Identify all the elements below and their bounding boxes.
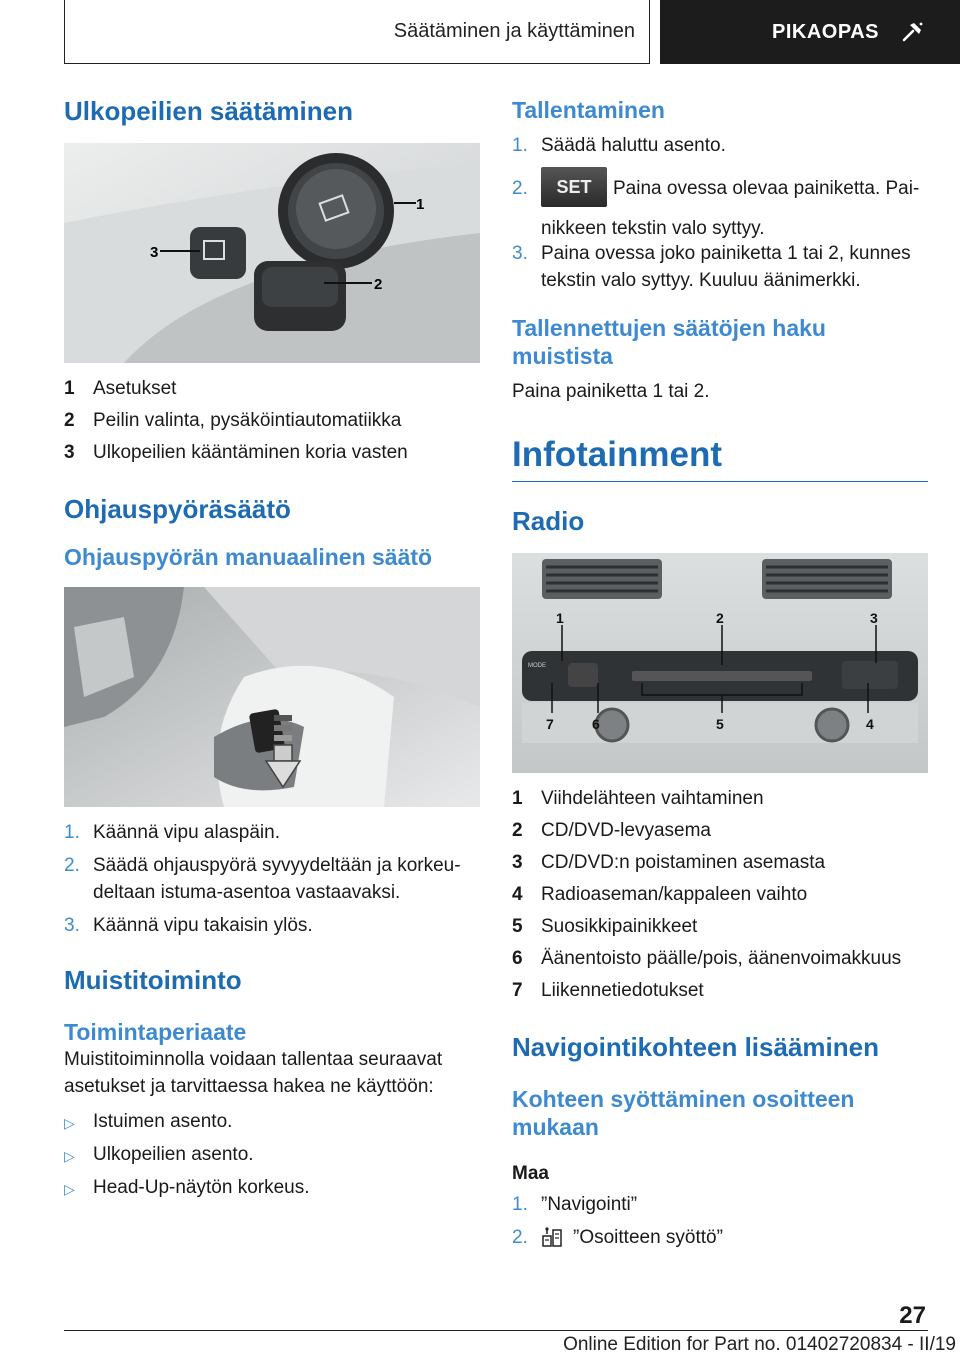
volume-knob bbox=[596, 709, 628, 741]
radio-fig-label-5: 5 bbox=[716, 716, 724, 732]
edition-footer: Online Edition for Part no. 01402720834 - II/19 bbox=[563, 1334, 956, 1355]
list-item: 5 Suosikkipainikkeet bbox=[512, 916, 698, 937]
saving-title: Tallentaminen bbox=[512, 97, 665, 123]
list-item: 1. ”Navigointi” bbox=[512, 1194, 638, 1215]
footer-divider bbox=[64, 1330, 928, 1331]
country-label: Maa bbox=[512, 1163, 549, 1184]
radio-fig-label-2: 2 bbox=[716, 610, 724, 626]
mode-button-text: MODE bbox=[528, 663, 546, 669]
air-vent-left bbox=[542, 559, 662, 599]
steering-subtitle: Ohjauspyörän manuaalinen säätö bbox=[64, 544, 433, 570]
list-item: 4 Radioaseman/kappaleen vaihto bbox=[512, 884, 808, 905]
memory-subtitle: Toimintaperiaate bbox=[64, 1019, 247, 1045]
list-item: 2 CD/DVD-levyasema bbox=[512, 820, 711, 841]
list-item: 3 Ulkopeilien kääntäminen koria vasten bbox=[64, 442, 408, 463]
infotainment-heading bbox=[512, 435, 928, 482]
list-item: 3 CD/DVD:n poistaminen asemasta bbox=[512, 852, 826, 873]
list-item: ▷ Head-Up-näytön korkeus. bbox=[64, 1174, 480, 1203]
mirrors-title: Ulkopeilien säätäminen bbox=[64, 96, 353, 126]
radio-fig-label-6: 6 bbox=[592, 716, 600, 732]
infotainment-title: Infotainment bbox=[512, 435, 722, 474]
bullet-triangle-icon: ▷ bbox=[64, 1148, 75, 1164]
mirror-legend-list bbox=[64, 375, 480, 466]
list-item: ▷ Istuimen asento. bbox=[64, 1108, 480, 1137]
header-section bbox=[64, 0, 650, 64]
mirror-fig-label-3: 3 bbox=[150, 244, 159, 261]
header-badge bbox=[660, 0, 960, 64]
mirror-fold-button bbox=[190, 227, 246, 279]
steering-title: Ohjauspyöräsäätö bbox=[64, 494, 291, 524]
radio-title: Radio bbox=[512, 506, 585, 536]
bullet-triangle-icon: ▷ bbox=[64, 1115, 75, 1131]
list-item: 2. Säädä ohjauspyörä syvyydeltään ja korkeu-deltaan istuma-asentoa vastaavaksi. bbox=[64, 855, 461, 903]
navigation-title: Navigointikohteen lisääminen bbox=[512, 1032, 879, 1062]
page-number: 27 bbox=[899, 1302, 926, 1329]
recall-title: Tallennettujen säätöjen haku muistista bbox=[512, 315, 826, 369]
radio-fig-label-7: 7 bbox=[546, 716, 554, 732]
recall-text: Paina painiketta 1 tai 2. bbox=[512, 381, 710, 402]
tune-knob bbox=[816, 709, 848, 741]
mirror-fig-label-2: 2 bbox=[374, 276, 383, 293]
mirror-controls-figure bbox=[64, 143, 480, 363]
list-item: 6 Äänentoisto päälle/pois, äänenvoimakkuus bbox=[512, 948, 902, 969]
steering-steps bbox=[64, 819, 480, 939]
radio-fig-label-4: 4 bbox=[866, 716, 874, 732]
left-column bbox=[64, 96, 480, 1207]
memory-title: Muistitoiminto bbox=[64, 965, 242, 995]
header-section-title: Säätäminen ja käyttäminen bbox=[393, 20, 635, 42]
list-item: 1. Säädä haluttu asento. bbox=[512, 135, 726, 156]
right-column bbox=[512, 96, 928, 1257]
radio-legend-list bbox=[512, 785, 928, 1004]
header-badge-label: PIKAOPAS bbox=[772, 20, 879, 43]
bullet-triangle-icon: ▷ bbox=[64, 1181, 75, 1197]
memory-bullets bbox=[64, 1108, 480, 1203]
list-item: 1 Asetukset bbox=[64, 378, 177, 399]
memory-intro: Muistitoiminnolla voidaan tallentaa seuraavat asetukset ja tarvittaessa hakea ne käyttöön: bbox=[64, 1049, 443, 1097]
air-vent-right bbox=[762, 559, 892, 599]
list-item: 1. Käännä vipu alaspäin. bbox=[64, 822, 280, 843]
list-item: 3. Käännä vipu takaisin ylös. bbox=[64, 915, 313, 936]
list-item: 2. ”Osoitteen syöttö” bbox=[512, 1227, 723, 1248]
saving-steps bbox=[512, 132, 928, 294]
list-item: 7 Liikennetiedotukset bbox=[512, 980, 704, 1001]
set-button-icon: SET bbox=[541, 167, 607, 207]
list-item: 3. Paina ovessa joko painiketta 1 tai 2, kunnes tekstin valo syttyy. Kuuluu äänimerkki. bbox=[512, 243, 911, 291]
quick-guide-icon bbox=[901, 20, 925, 44]
radio-fig-label-3: 3 bbox=[870, 610, 878, 626]
navigation-subtitle: Kohteen syöttäminen osoitteen mukaan bbox=[512, 1086, 855, 1140]
list-item: ▷ Ulkopeilien asento. bbox=[64, 1141, 480, 1170]
address-input-icon bbox=[541, 1226, 563, 1248]
list-item: 2. SET Paina ovessa olevaa painiketta. Pai-nikkeen tekstin valo syttyy. bbox=[512, 167, 928, 234]
list-item: 2 Peilin valinta, pysäköintiautomatiikka bbox=[64, 410, 402, 431]
mirror-fig-label-1: 1 bbox=[416, 196, 425, 213]
steering-lever-figure bbox=[64, 587, 480, 807]
radio-panel-figure bbox=[512, 553, 928, 773]
list-item: 1 Viihdelähteen vaihtaminen bbox=[512, 788, 764, 809]
navigation-steps bbox=[512, 1191, 928, 1251]
radio-fig-label-1: 1 bbox=[556, 610, 564, 626]
